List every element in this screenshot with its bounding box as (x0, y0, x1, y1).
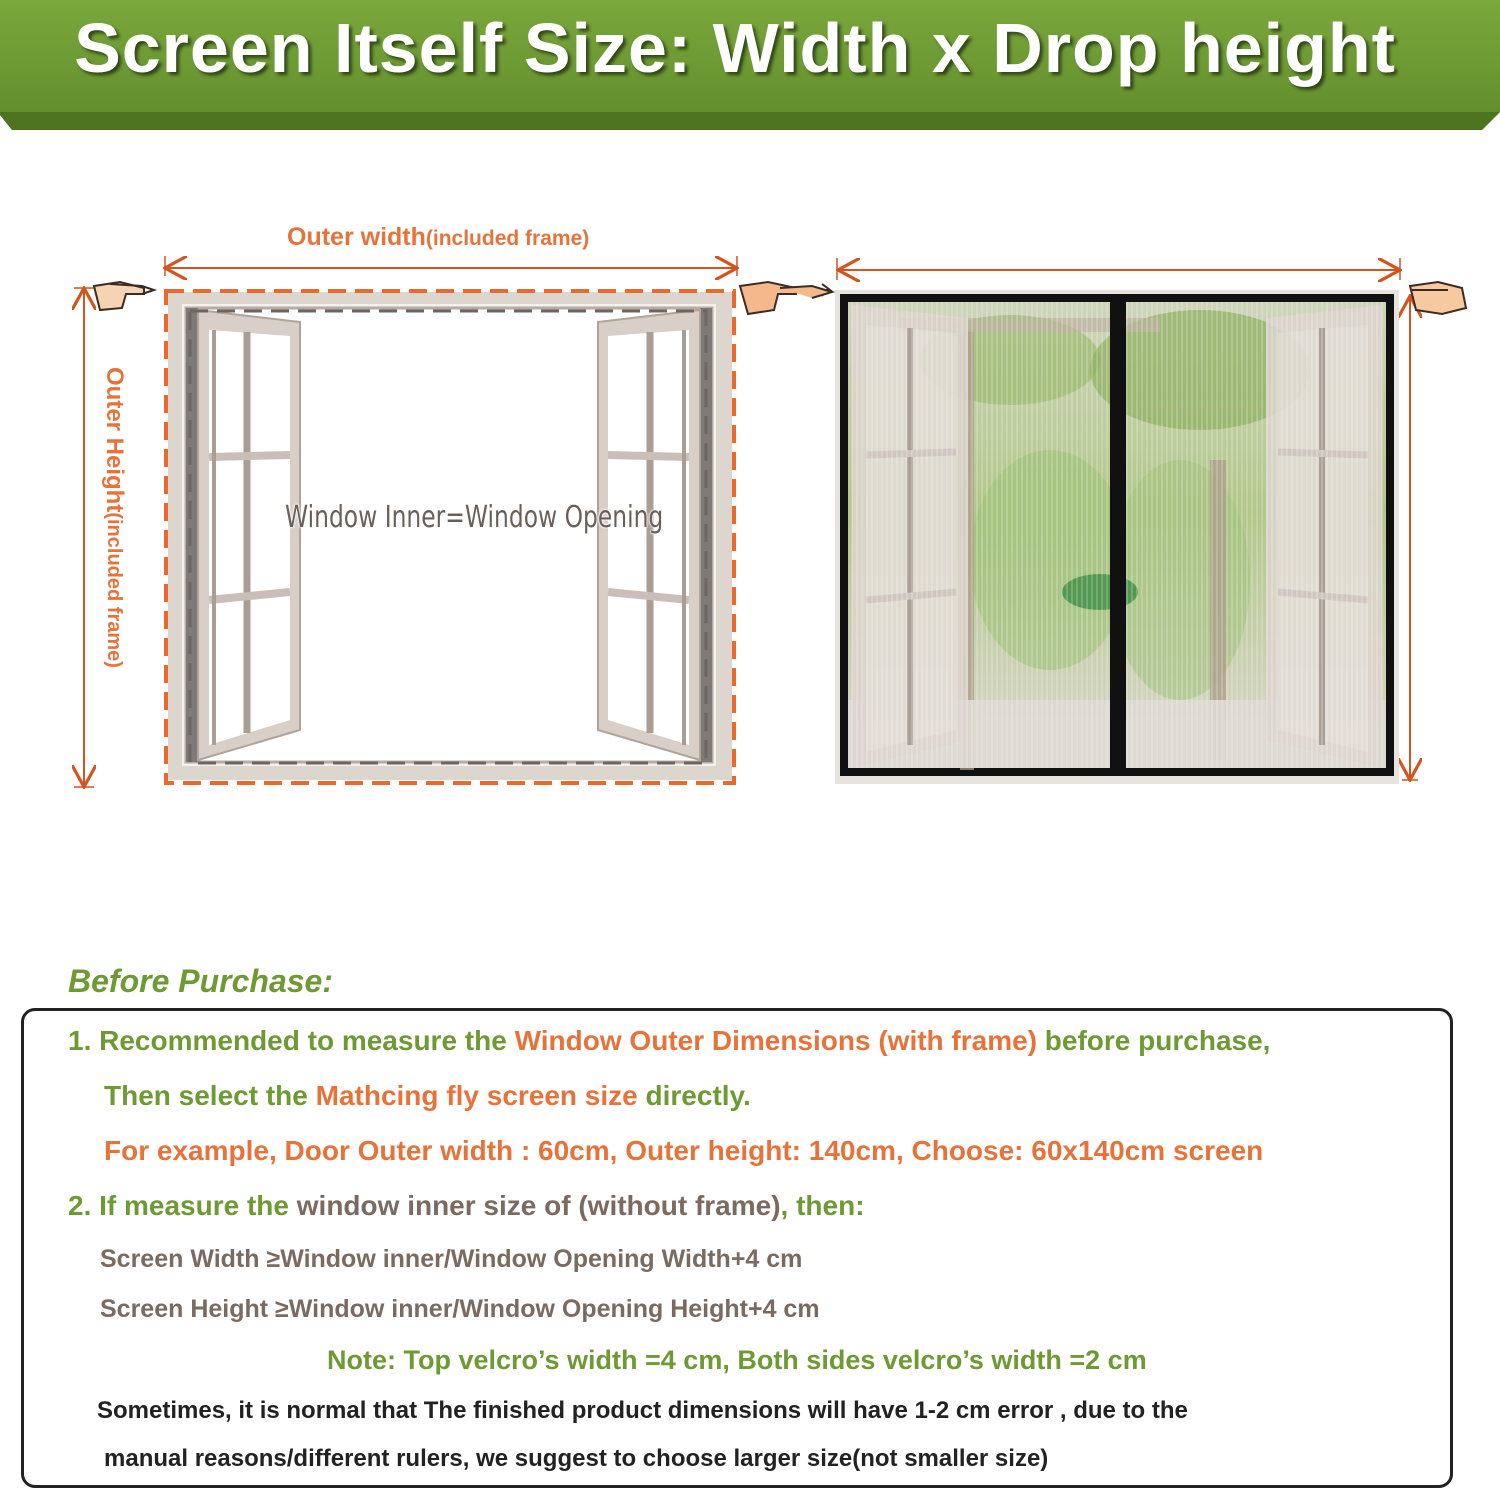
instruction-2: 2. If measure the window inner size of (without frame), then: (68, 1190, 865, 1221)
screen-width-dimension (837, 258, 1400, 280)
outer-width-label: Outer width(included frame) (287, 223, 590, 251)
screen-height-dimension (1402, 298, 1418, 780)
before-purchase-title: Before Purchase: (68, 963, 333, 999)
outer-height-label: Outer Height(included frame) (101, 367, 128, 668)
screen-height-rule: Screen Height ≥Window inner/Window Opening Height+4 cm (100, 1295, 820, 1323)
magnetic-fly-screen-icon (835, 290, 1399, 784)
disclaimer-line-1: Sometimes, it is normal that The finished product dimensions will have 1-2 cm error , due to the (97, 1397, 1188, 1424)
banner-title: Screen Itself Size: Width x Drop height (74, 9, 1396, 87)
example-text: For example, Door Outer width : 60cm, Outer height: 140cm, Choose: 60x140cm screen (104, 1135, 1264, 1166)
pointing-hand-icon (94, 282, 154, 310)
pointing-hand-icon (740, 282, 832, 314)
outer-height-dimension (74, 288, 94, 787)
screen-width-rule: Screen Width ≥Window inner/Window Opening Width+4 cm (100, 1245, 803, 1273)
outer-width-dimension (165, 256, 737, 276)
disclaimer-line-2: manual reasons/different rulers, we suggest to choose larger size(not smaller size) (104, 1445, 1049, 1472)
instruction-1-continued: Then select the Mathcing fly screen size directly. (104, 1080, 751, 1111)
velcro-note: Note: Top velcro’s width =4 cm, Both sides velcro’s width =2 cm (327, 1345, 1147, 1375)
window-inner-label: Window Inner=Window Opening (285, 500, 664, 535)
instruction-1: 1. Recommended to measure the Window Outer Dimensions (with frame) before purchase, (68, 1025, 1271, 1056)
pointing-hand-icon (1410, 282, 1466, 314)
